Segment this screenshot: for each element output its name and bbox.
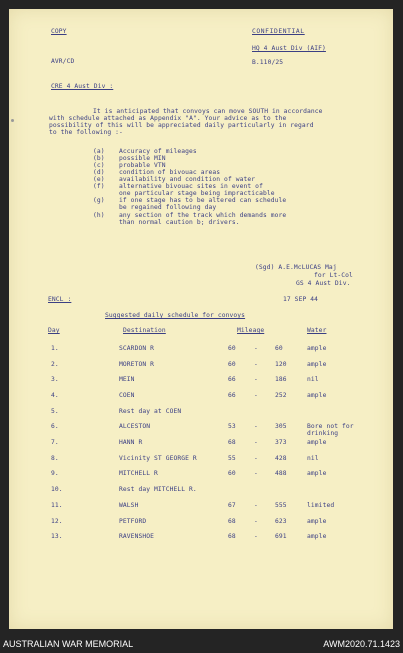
item-letter: (a) <box>93 148 105 155</box>
column-header-mileage: Mileage <box>237 327 265 334</box>
cell-stage-miles: 60 <box>228 345 236 352</box>
cell-separator: - <box>254 392 258 399</box>
cell-stage-miles: 66 <box>228 392 236 399</box>
cell-separator: - <box>254 502 258 509</box>
cell-separator: - <box>254 376 258 383</box>
reference-left: AVR/CD <box>51 58 75 65</box>
cell-total-miles: 186 <box>275 376 287 383</box>
cell-destination: RAVENSHOE <box>119 533 155 540</box>
item-text: one particular stage being impracticable <box>119 190 275 197</box>
cell-separator: - <box>254 470 258 477</box>
cell-separator: - <box>254 361 258 368</box>
signature-line: for Lt-Col <box>314 272 353 279</box>
intro-line: possibility of this will be appreciated daily particularly in regard <box>49 122 314 129</box>
cell-water: nil <box>307 455 319 462</box>
cell-destination: SCARDON R <box>119 345 155 352</box>
intro-line: It is anticipated that convoys can move SOUTH in accordance <box>93 108 323 115</box>
cell-destination: MEIN <box>119 376 135 383</box>
cell-day: 3. <box>51 376 59 383</box>
cell-water: ample <box>307 533 327 540</box>
item-text: if one stage has to be altered can schedule <box>119 197 287 204</box>
cell-separator: - <box>254 439 258 446</box>
item-letter: (e) <box>93 176 105 183</box>
cell-day: 9. <box>51 470 59 477</box>
column-header-destination: Destination <box>123 327 166 334</box>
item-letter: (d) <box>93 169 105 176</box>
cell-destination: PETFORD <box>119 518 147 525</box>
cell-day: 13. <box>51 533 63 540</box>
cell-separator: - <box>254 423 258 430</box>
cell-day: 8. <box>51 455 59 462</box>
cell-total-miles: 373 <box>275 439 287 446</box>
item-letter: (f) <box>93 183 105 190</box>
footer-institution: AUSTRALIAN WAR MEMORIAL <box>3 639 134 649</box>
cell-stage-miles: 68 <box>228 533 236 540</box>
item-text: than normal caution b; drivers. <box>119 219 240 226</box>
cell-destination: MITCHELL R <box>119 470 158 477</box>
cell-water: ample <box>307 518 327 525</box>
footer-bar <box>0 633 403 653</box>
cell-separator: - <box>254 345 258 352</box>
cell-destination: Vicinity ST GEORGE R <box>119 455 197 462</box>
column-header-day: Day <box>48 327 60 334</box>
cell-day: 7. <box>51 439 59 446</box>
cell-water: ample <box>307 470 327 477</box>
cell-water: Bore not for drinking <box>307 423 354 437</box>
item-letter: (b) <box>93 155 105 162</box>
cell-water: ample <box>307 361 327 368</box>
cell-destination: COEN <box>119 392 135 399</box>
cell-day: 6. <box>51 423 59 430</box>
cell-total-miles: 488 <box>275 470 287 477</box>
item-letter: (g) <box>93 197 105 204</box>
cell-stage-miles: 53 <box>228 423 236 430</box>
cell-day: 1. <box>51 345 59 352</box>
cell-destination: Rest day MITCHELL R. <box>119 486 197 493</box>
cell-total-miles: 252 <box>275 392 287 399</box>
cell-stage-miles: 67 <box>228 502 236 509</box>
cell-day: 11. <box>51 502 63 509</box>
reference-number: B.110/25 <box>252 59 284 66</box>
item-text: probable VTN <box>119 162 166 169</box>
cell-water: ample <box>307 392 327 399</box>
cell-day: 10. <box>51 486 63 493</box>
column-header-water: Water <box>307 327 327 334</box>
cell-total-miles: 555 <box>275 502 287 509</box>
enclosure-label: ENCL : <box>48 296 72 303</box>
item-letter: (c) <box>93 162 105 169</box>
date-stamp: 17 SEP 44 <box>283 296 319 303</box>
cell-separator: - <box>254 533 258 540</box>
schedule-title: Suggested daily schedule for convoys <box>105 312 246 319</box>
hq-label: HQ 4 Aust Div (AIF) <box>252 45 326 52</box>
confidential-label: CONFIDENTIAL <box>252 28 305 35</box>
cell-water: ample <box>307 439 327 446</box>
document-page <box>9 9 393 629</box>
intro-line: with schedule attached as Appendix "A". Your advice as to the <box>49 115 287 122</box>
cell-destination: WALSH <box>119 502 139 509</box>
cell-stage-miles: 60 <box>228 470 236 477</box>
cell-stage-miles: 66 <box>228 376 236 383</box>
cell-day: 4. <box>51 392 59 399</box>
cell-destination: MORETON R <box>119 361 155 368</box>
punch-hole <box>11 119 14 122</box>
signature-line: GS 4 Aust Div. <box>296 280 351 287</box>
cell-stage-miles: 68 <box>228 518 236 525</box>
cell-destination: ALCESTON <box>119 423 151 430</box>
copy-label: COPY <box>51 28 67 35</box>
cell-destination: Rest day at COEN <box>119 408 182 415</box>
cell-stage-miles: 55 <box>228 455 236 462</box>
footer-accession-number: AWM2020.71.1423 <box>323 639 400 649</box>
item-text: possible MIN <box>119 155 166 162</box>
item-text: be regained following day <box>119 204 217 211</box>
cell-total-miles: 305 <box>275 423 287 430</box>
cell-separator: - <box>254 455 258 462</box>
cell-water: ample <box>307 345 327 352</box>
cell-water: limited <box>307 502 335 509</box>
cell-separator: - <box>254 518 258 525</box>
item-text: Accuracy of mileages <box>119 148 197 155</box>
item-letter: (h) <box>93 212 105 219</box>
cell-day: 12. <box>51 518 63 525</box>
cell-total-miles: 120 <box>275 361 287 368</box>
cell-day: 2. <box>51 361 59 368</box>
cell-destination: HANN R <box>119 439 143 446</box>
cell-day: 5. <box>51 408 59 415</box>
cell-total-miles: 428 <box>275 455 287 462</box>
cell-total-miles: 691 <box>275 533 287 540</box>
item-text: alternative bivouac sites in event of <box>119 183 263 190</box>
item-text: availability and condition of water <box>119 176 256 183</box>
addressee: CRE 4 Aust Div : <box>51 83 114 90</box>
cell-stage-miles: 68 <box>228 439 236 446</box>
cell-stage-miles: 60 <box>228 361 236 368</box>
item-text: condition of bivouac areas <box>119 169 221 176</box>
cell-total-miles: 60 <box>275 345 283 352</box>
signature-line: (Sgd) A.E.McLUCAS Maj <box>255 264 337 271</box>
item-text: any section of the track which demands more <box>119 212 287 219</box>
cell-water: nil <box>307 376 319 383</box>
cell-total-miles: 623 <box>275 518 287 525</box>
intro-line: to the following :- <box>49 129 123 136</box>
